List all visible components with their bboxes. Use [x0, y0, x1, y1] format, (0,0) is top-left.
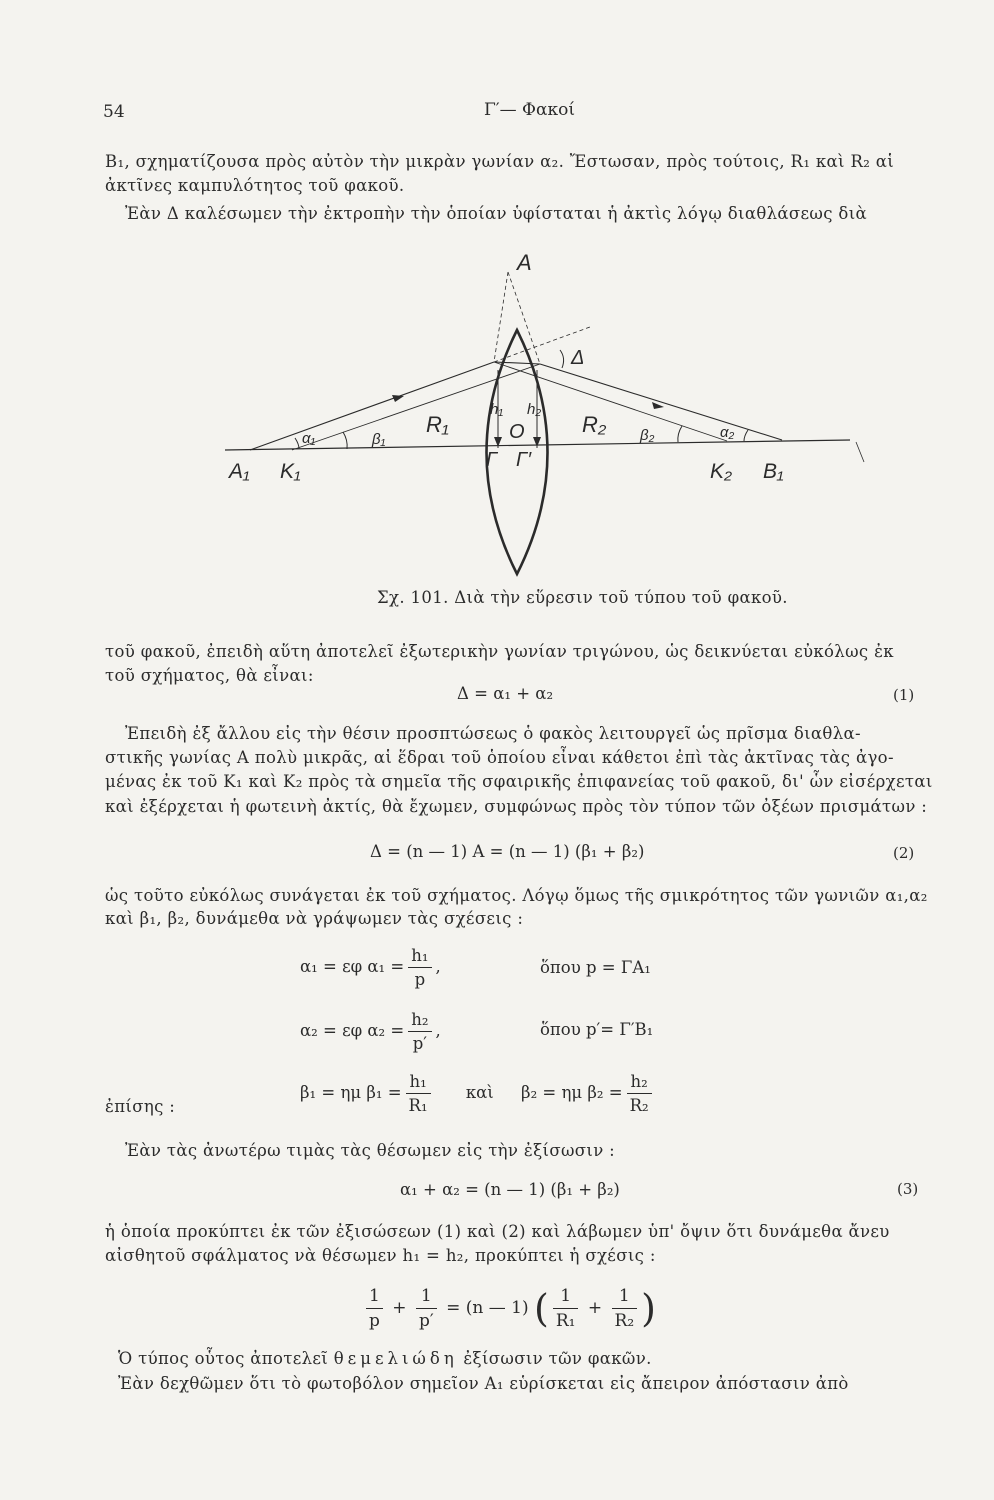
relation-a1: α₁ = εφ α₁ = $\frac{\text{h₁}}{p}$ , — [300, 946, 441, 989]
para1-line-2: τοῦ σχήματος, θὰ εἶναι: — [105, 666, 314, 685]
relation-a2-where: ὅπου p′= Γ′B₁ — [540, 1020, 654, 1039]
label-K1: K₁ — [280, 460, 301, 483]
figure-caption: Σχ. 101. Διὰ τὴν εὕρεσιν τοῦ τύπου τοῦ φακοῦ. — [377, 588, 788, 607]
ray-arrow-left — [392, 395, 404, 402]
para4-line-1: Ἐὰν τὰς ἀνωτέρω τιμὰς τὰς θέσωμεν εἰς τὴν ἐξίσωσιν : — [125, 1141, 616, 1160]
equation-2-number: (2) — [893, 844, 915, 862]
label-a2: α₂ — [720, 424, 735, 441]
intro-line-3: Ἐὰν Δ καλέσωμεν τὴν ἐκτροπὴν τὴν ὁποίαν ὑφίσταται ἡ ἀκτὶς λόγῳ διαθλάσεως διὰ — [125, 204, 868, 223]
para3-line-1: ὡς τοῦτο εὐκόλως συνάγεται ἐκ τοῦ σχήματος. Λόγῳ ὅμως τῆς σμικρότητος τῶν γωνιῶν α₁,α₂ — [105, 886, 928, 905]
ray-arrow-right — [652, 402, 664, 409]
label-h1: h₁ — [490, 401, 504, 418]
relation-a1-where: ὅπου p = ΓA₁ — [540, 958, 651, 977]
para6-line-2: Ἐὰν δεχθῶμεν ὅτι τὸ φωτοβόλον σημεῖον A₁ εὑρίσκεται εἰς ἄπειρον ἀπόστασιν ἀπὸ — [118, 1374, 849, 1393]
label-R1: R₁ — [426, 412, 449, 437]
prism-edge-right — [508, 272, 540, 364]
para5-line-2: αἰσθητοῦ σφάλματος νὰ θέσωμεν h₁ = h₂, προκύπτει ἡ σχέσις : — [105, 1246, 656, 1265]
inner-ray — [494, 362, 540, 364]
b2-arc — [678, 426, 682, 442]
label-delta: Δ — [571, 347, 585, 369]
para2-line-3: μένας ἐκ τοῦ K₁ καὶ K₂ πρὸς τὰ σημεῖα τῆς σφαιρικῆς ἐπιφανείας τοῦ φακοῦ, δι' ὧν εἰσέρχεται — [105, 772, 933, 791]
relation-a2: α₂ = εφ α₂ = $\frac{\text{h₂}}{p'}$ , — [300, 1010, 441, 1053]
label-b2: β₂ — [640, 427, 655, 444]
para6-line-1: Ὁ τύπος οὗτος ἀποτελεῖ θεμελιώδη ἐξίσωσιν τῶν φακῶν. — [118, 1349, 652, 1368]
para2-line-2: στικῆς γωνίας A πολὺ μικρᾶς, αἱ ἕδραι τοῦ ὁποίου εἶναι κάθετοι ἐπὶ τὰς ἀκτῖνας τὰς ἀγο- — [105, 748, 894, 767]
label-B1: B₁ — [763, 460, 784, 483]
emergent-ray — [540, 364, 782, 440]
b1-arc — [343, 432, 347, 449]
equation-3-number: (3) — [897, 1180, 919, 1198]
delta-arc — [560, 350, 564, 368]
intro-line-1: B₁, σχηματίζουσα πρὸς αὐτὸν τὴν μικρὰν γωνίαν α₂. Ἔστωσαν, πρὸς τούτοις, R₁ καὶ R₂ αἱ — [105, 152, 895, 171]
page-number: 54 — [103, 102, 125, 122]
para3-line-2: καὶ β₁, β₂, δυνάμεθα νὰ γράψωμεν τὰς σχέσεις : — [105, 909, 524, 928]
label-G: Γ — [486, 449, 498, 471]
para1-line-1: τοῦ φακοῦ, ἐπειδὴ αὕτη ἀποτελεῖ ἐξωτερικὴν γωνίαν τριγώνου, ὡς δεικνύεται εὐκόλως ἐκ — [105, 642, 894, 661]
relation-b-label: ἐπίσης : — [105, 1097, 176, 1116]
label-h2: h₂ — [527, 401, 542, 418]
lens-equation: $\frac{1}{p}$ + $\frac{1}{p'}$ = (n — 1) ( $\frac{1}{\text{R₁}}$ + $\frac{1}{\text{R₂}}$ ) — [362, 1286, 656, 1331]
running-title: Γ′— Φακοί — [484, 100, 576, 120]
label-O: O — [509, 421, 525, 443]
intro-line-2: ἀκτῖνες καμπυλότητος τοῦ φακοῦ. — [105, 176, 405, 195]
equation-2: Δ = (n — 1) A = (n — 1) (β₁ + β₂) — [370, 842, 645, 861]
corner-mark — [856, 442, 864, 462]
equation-1-number: (1) — [893, 686, 915, 704]
label-R2: R₂ — [582, 412, 607, 437]
equation-1: Δ = α₁ + α₂ — [457, 684, 554, 703]
label-b1: β₁ — [372, 431, 386, 448]
para2-line-4: καὶ ἐξέρχεται ἡ φωτεινὴ ἀκτίς, θὰ ἔχωμεν, συμφώνως πρὸς τὸν τύπον τῶν ὀξέων πρισμάτων : — [105, 797, 928, 816]
relation-b: β₁ = ημ β₁ = $\frac{\text{h₁}}{\text{R₁}}$ καὶ β₂ = ημ β₂ = $\frac{\text{h₂}}{\text{R₂}}$ — [300, 1072, 656, 1115]
prism-edge-left — [494, 272, 508, 362]
label-A: A — [517, 250, 532, 275]
lens-figure — [0, 230, 994, 600]
para2-line-1: Ἐπειδὴ ἐξ ἄλλου εἰς τὴν θέσιν προσπτώσεως ὁ φακὸς λειτουργεῖ ὡς πρῖσμα διαθλα- — [125, 724, 861, 743]
a1-arc — [295, 438, 299, 449]
label-K2: K₂ — [710, 460, 733, 483]
a2-arc — [744, 430, 748, 441]
label-Gp: Γ′ — [516, 449, 532, 471]
label-A1: A₁ — [229, 460, 250, 483]
label-a1: α₁ — [302, 430, 316, 447]
para5-line-1: ἡ ὁποία προκύπτει ἐκ τῶν ἐξισώσεων (1) καὶ (2) καὶ λάβωμεν ὑπ' ὄψιν ὅτι δυνάμεθα ἄνευ — [105, 1222, 890, 1241]
equation-3: α₁ + α₂ = (n — 1) (β₁ + β₂) — [400, 1180, 620, 1199]
